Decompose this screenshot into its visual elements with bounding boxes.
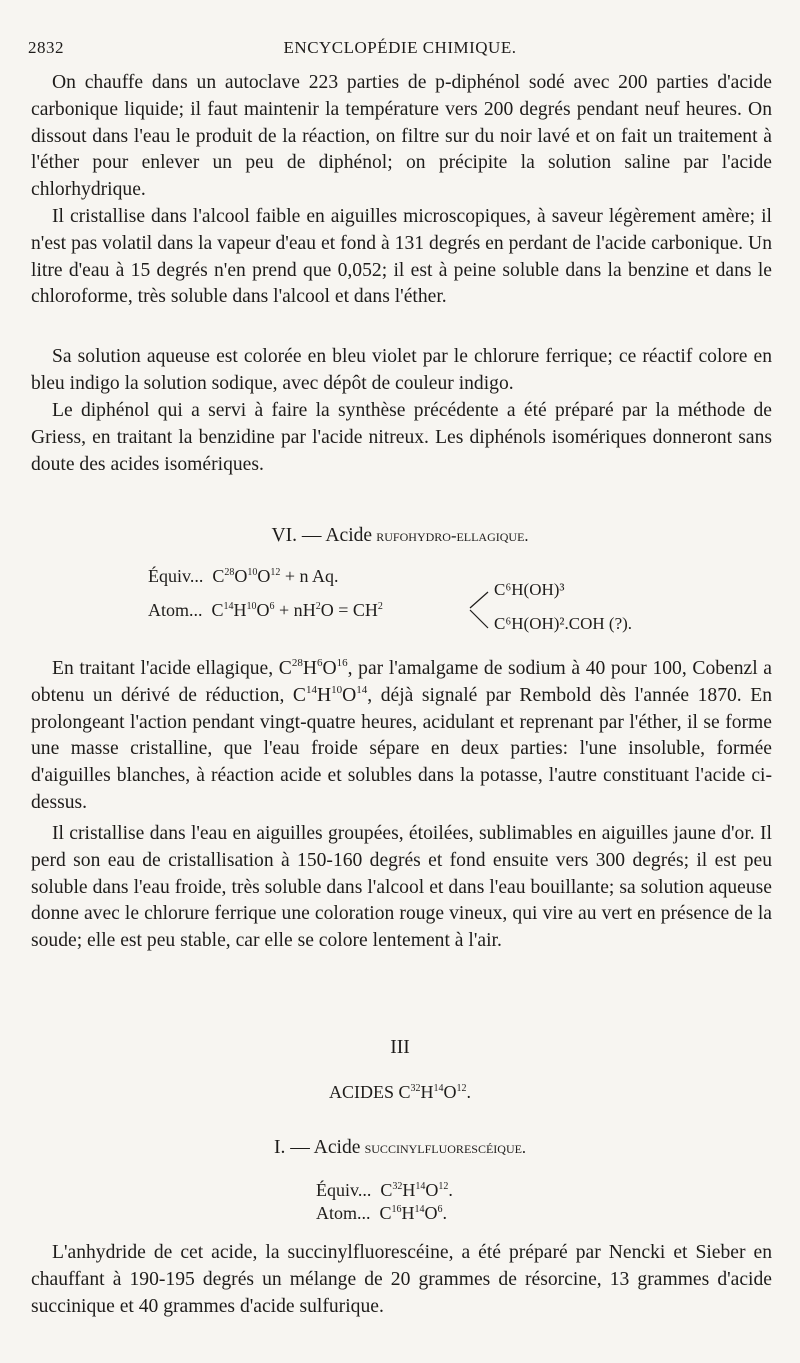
chapter-title: ACIDES $C^{32}H^{14}O^{12}$.	[328, 1082, 471, 1102]
paragraph-cobenzl: En traitant l'acide ellagique, $C^{28}H^6O^{16}$, par l'amalgame de sodium à 40 pour 100, Cobenzl a obtenu un dérivé de réduction, $C^{14}H^{10}O^{14}$, déjà signalé par Rembold dès l'année 1870. En prolongeant l'action pendant vingt-quatre heures, acidulant et reprenant par l'éther, il se forme une masse cristalline, que l'eau froide sépare en deux parties: l'une insoluble, formée d'aiguilles blanches, à réaction acide et solubles dans la potasse, l'autre constituant l'acide ci-dessus.	[31, 657, 772, 813]
formula-branch-top: C⁶H(OH)³	[494, 580, 565, 599]
formula-branch-bracket	[468, 588, 490, 632]
paragraph-crystallisation: Il cristallise dans l'eau en aiguilles groupées, étoilées, sublimables en aiguilles jaune d'or. Il perd son eau de cristallisation à 150-160 degrés et fond ensuite vers 300 degrés; il est peu soluble dans l'eau froide, très soluble dans l'alcool et dans l'eau bouillante; sa solution aqueuse donne avec le chlorure ferrique une coloration rouge vineux, qui vire au vert en présence de la soude; elle est peu stable, car elle se colore lentement à l'air.	[31, 823, 772, 952]
paragraph-succinylfluoresceine: L'anhydride de cet acide, la succinylfluorescéine, a été préparé par Nencki et Sieber en chauffant à 190-195 degrés un mélange de 20 grammes de résorcine, 13 grammes d'acide succinique et 40 grammes d'acide sulfurique.	[31, 1242, 772, 1317]
running-title: ENCYCLOPÉDIE CHIMIQUE.	[283, 38, 517, 57]
formula-atom-vi: Atom... $C^{14}H^{10}O^6 + nH^2O = CH^2$	[148, 600, 383, 620]
formula-atom-i: Atom... $C^{16}H^{14}O^6$.	[316, 1203, 448, 1223]
paragraph-ferric-reaction: Sa solution aqueuse est colorée en bleu violet par le chlorure ferrique; ce réactif colore en bleu indigo la solution sodique, avec dépôt de couleur indigo.	[31, 346, 772, 394]
paragraph-synthesis: On chauffe dans un autoclave 223 parties de p-diphénol sodé avec 200 parties d'acide carbonique liquide; il faut maintenir la température vers 200 degrés pendant neuf heures. On dissout dans l'eau le produit de la réaction, on filtre sur du noir lavé et on fait un traitement à l'éther pour enlever un peu de diphénol; on précipite la solution saline par l'acide chlorhydrique.	[31, 72, 772, 201]
section-heading-i: I. — Acide succinylfluorescéique.	[273, 1137, 527, 1158]
formula-branch-bottom: C⁶H(OH)².COH (?).	[494, 614, 633, 633]
formula-equiv-vi: Équiv... $C^{28}O^{10}O^{12} + n$ Aq.	[148, 566, 339, 586]
paragraph-diphenol-origin: Le diphénol qui a servi à faire la synthèse précédente a été préparé par la méthode de Griess, en traitant la benzidine par l'acide nitreux. Les diphénols isomériques donneront sans doute des acides isomériques.	[31, 400, 772, 475]
paragraph-properties: Il cristallise dans l'alcool faible en aiguilles microscopiques, à saveur légèrement amère; il n'est pas volatil dans la vapeur d'eau et fond à 131 degrés en perdant de l'acide carbonique. Un litre d'eau à 15 degrés n'en prend que 0,052; il est à peine soluble dans la benzine et dans le chloroforme, très soluble dans l'alcool et dans l'éther.	[31, 206, 772, 308]
section-heading-vi: VI. — Acide rufohydro-ellagique.	[271, 525, 529, 546]
formula-equiv-i: Équiv... $C^{32}H^{14}O^{12}$.	[316, 1180, 453, 1200]
chapter-number: III	[390, 1037, 410, 1058]
running-header	[28, 38, 772, 62]
page-number: 2832	[28, 38, 64, 57]
